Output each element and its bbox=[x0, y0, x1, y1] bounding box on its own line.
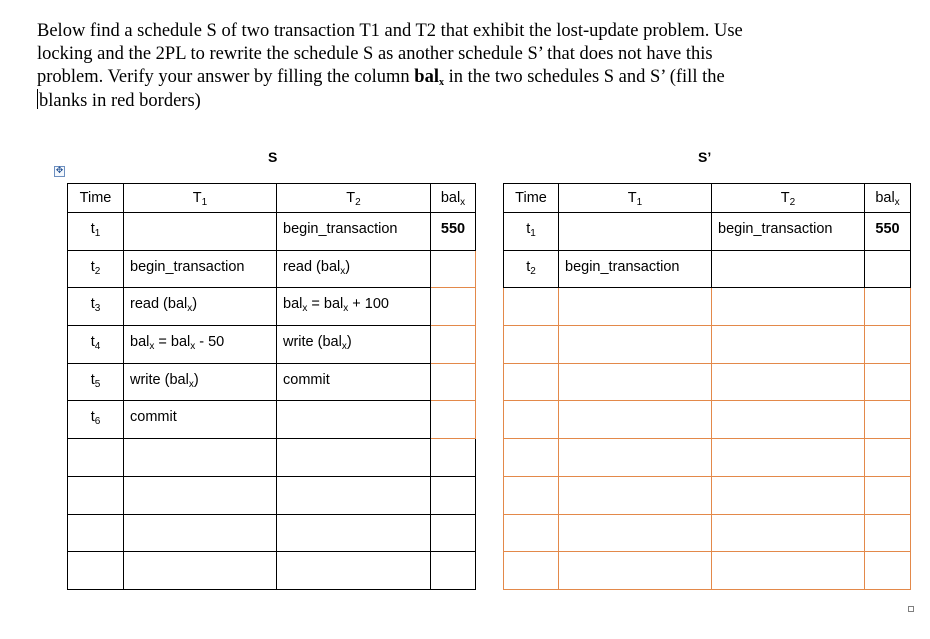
header-bal: bal$_x$ bbox=[431, 184, 476, 213]
t1-cell: bal$_x$ = bal$_x$ - 50 bbox=[124, 326, 277, 364]
t1-blank-cell[interactable] bbox=[559, 514, 712, 552]
empty-table-row bbox=[68, 552, 476, 590]
table-move-handle-icon[interactable]: ✥ bbox=[55, 166, 64, 176]
t1-cell: begin_transaction bbox=[124, 250, 277, 288]
t2-blank-cell[interactable] bbox=[712, 439, 865, 477]
time-cell[interactable] bbox=[68, 476, 124, 514]
bal-blank-cell[interactable] bbox=[431, 401, 476, 439]
bal-cell[interactable] bbox=[431, 514, 476, 552]
schedule-s-prime-table bbox=[503, 183, 911, 590]
t2-blank-cell[interactable] bbox=[712, 288, 865, 326]
header-t1: $T_1$ bbox=[559, 184, 712, 213]
time-cell: $t_1$ bbox=[68, 213, 124, 251]
instructions-paragraph bbox=[37, 20, 827, 113]
blank-red-row bbox=[504, 401, 911, 439]
time-cell: $t_4$ bbox=[68, 326, 124, 364]
t2-cell[interactable] bbox=[277, 476, 431, 514]
bal-blank-cell[interactable] bbox=[865, 363, 911, 401]
t1-blank-cell[interactable] bbox=[559, 326, 712, 364]
time-cell: $t_2$ bbox=[504, 250, 559, 288]
table-row bbox=[68, 213, 476, 251]
text-cursor bbox=[37, 89, 38, 109]
t1-cell[interactable] bbox=[124, 476, 277, 514]
table-row bbox=[504, 250, 911, 288]
time-blank-cell[interactable] bbox=[504, 439, 559, 477]
table-header-row bbox=[68, 184, 476, 213]
t1-blank-cell[interactable] bbox=[559, 476, 712, 514]
blank-red-row bbox=[504, 288, 911, 326]
time-cell[interactable] bbox=[68, 514, 124, 552]
bal-blank-cell[interactable] bbox=[431, 326, 476, 364]
bal-blank-cell[interactable] bbox=[865, 439, 911, 477]
table-row bbox=[68, 250, 476, 288]
bal-blank-cell[interactable] bbox=[431, 363, 476, 401]
time-blank-cell[interactable] bbox=[504, 552, 559, 590]
table-row bbox=[504, 213, 911, 251]
table-row bbox=[68, 326, 476, 364]
time-blank-cell[interactable] bbox=[504, 288, 559, 326]
blank-red-row bbox=[504, 439, 911, 477]
table-row bbox=[68, 363, 476, 401]
t2-cell[interactable] bbox=[277, 439, 431, 477]
time-blank-cell[interactable] bbox=[504, 326, 559, 364]
instructions-line-2: locking and the 2PL to rewrite the schedule S as another schedule S’ that does not have this bbox=[37, 44, 713, 64]
bal-cell: 550 bbox=[431, 213, 476, 251]
empty-table-row bbox=[68, 514, 476, 552]
t1-blank-cell[interactable] bbox=[559, 439, 712, 477]
time-cell: $t_6$ bbox=[68, 401, 124, 439]
instructions-line-4: blanks in red borders) bbox=[39, 91, 201, 111]
t2-cell[interactable] bbox=[712, 250, 865, 288]
blank-red-row bbox=[504, 514, 911, 552]
blank-red-row bbox=[504, 363, 911, 401]
t1-blank-cell[interactable] bbox=[559, 552, 712, 590]
t2-cell: begin_transaction bbox=[712, 213, 865, 251]
time-blank-cell[interactable] bbox=[504, 476, 559, 514]
t1-cell: read (bal$_x$) bbox=[124, 288, 277, 326]
t1-cell: begin_transaction bbox=[559, 250, 712, 288]
schedule-s-table bbox=[67, 183, 476, 590]
bal-blank-cell[interactable] bbox=[431, 250, 476, 288]
blank-red-row bbox=[504, 476, 911, 514]
schedule-s-prime-caption: S’ bbox=[698, 149, 712, 165]
t2-cell[interactable] bbox=[277, 401, 431, 439]
time-cell: $t_2$ bbox=[68, 250, 124, 288]
t2-cell[interactable] bbox=[277, 514, 431, 552]
bal-cell[interactable] bbox=[431, 476, 476, 514]
bal-cell[interactable] bbox=[431, 439, 476, 477]
bal-cell[interactable] bbox=[865, 250, 911, 288]
bal-blank-cell[interactable] bbox=[865, 326, 911, 364]
time-blank-cell[interactable] bbox=[504, 514, 559, 552]
t1-cell[interactable] bbox=[124, 514, 277, 552]
t1-cell[interactable] bbox=[559, 213, 712, 251]
bal-blank-cell[interactable] bbox=[865, 552, 911, 590]
header-t1: $T_1$ bbox=[124, 184, 277, 213]
time-cell[interactable] bbox=[68, 439, 124, 477]
time-blank-cell[interactable] bbox=[504, 401, 559, 439]
table-row bbox=[68, 288, 476, 326]
time-blank-cell[interactable] bbox=[504, 363, 559, 401]
header-time: Time bbox=[504, 184, 559, 213]
schedule-s-caption: S bbox=[268, 149, 278, 165]
t1-blank-cell[interactable] bbox=[559, 288, 712, 326]
header-time: Time bbox=[68, 184, 124, 213]
t1-blank-cell[interactable] bbox=[559, 401, 712, 439]
empty-table-row bbox=[68, 476, 476, 514]
table-resize-handle-icon[interactable] bbox=[908, 606, 914, 612]
bal-blank-cell[interactable] bbox=[431, 288, 476, 326]
t2-cell: begin_transaction bbox=[277, 213, 431, 251]
header-bal: bal$_x$ bbox=[865, 184, 911, 213]
table-row bbox=[68, 401, 476, 439]
blank-red-row bbox=[504, 326, 911, 364]
t2-blank-cell[interactable] bbox=[712, 514, 865, 552]
t1-blank-cell[interactable] bbox=[559, 363, 712, 401]
bal-cell: 550 bbox=[865, 213, 911, 251]
t2-blank-cell[interactable] bbox=[712, 476, 865, 514]
blank-red-row bbox=[504, 552, 911, 590]
t2-cell: read (bal$_x$) bbox=[277, 250, 431, 288]
t1-cell[interactable] bbox=[124, 439, 277, 477]
t2-blank-cell[interactable] bbox=[712, 552, 865, 590]
bal-blank-cell[interactable] bbox=[865, 476, 911, 514]
header-t2: $T_2$ bbox=[712, 184, 865, 213]
t1-cell[interactable] bbox=[124, 213, 277, 251]
bal-blank-cell[interactable] bbox=[865, 288, 911, 326]
empty-table-row bbox=[68, 439, 476, 477]
t2-blank-cell[interactable] bbox=[712, 401, 865, 439]
bal-blank-cell[interactable] bbox=[865, 514, 911, 552]
table-header-row bbox=[504, 184, 911, 213]
t1-cell[interactable] bbox=[124, 552, 277, 590]
t1-cell: commit bbox=[124, 401, 277, 439]
t2-blank-cell[interactable] bbox=[712, 363, 865, 401]
t2-cell: write (bal$_x$) bbox=[277, 326, 431, 364]
t1-cell: write (bal$_x$) bbox=[124, 363, 277, 401]
t2-blank-cell[interactable] bbox=[712, 326, 865, 364]
time-cell: $t_5$ bbox=[68, 363, 124, 401]
time-cell[interactable] bbox=[68, 552, 124, 590]
header-t2: $T_2$ bbox=[277, 184, 431, 213]
time-cell: $t_3$ bbox=[68, 288, 124, 326]
bal-cell[interactable] bbox=[431, 552, 476, 590]
instructions-line-1: Below find a schedule S of two transaction T1 and T2 that exhibit the lost-update problem. Use bbox=[37, 21, 743, 41]
instructions-line-3: problem. Verify your answer by filling the column bal$_x$ in the two schedules S and S’ (fill the bbox=[37, 67, 725, 88]
bal-blank-cell[interactable] bbox=[865, 401, 911, 439]
t2-cell: commit bbox=[277, 363, 431, 401]
t2-cell[interactable] bbox=[277, 552, 431, 590]
t2-cell: bal$_x$ = bal$_x$ + 100 bbox=[277, 288, 431, 326]
time-cell: $t_1$ bbox=[504, 213, 559, 251]
